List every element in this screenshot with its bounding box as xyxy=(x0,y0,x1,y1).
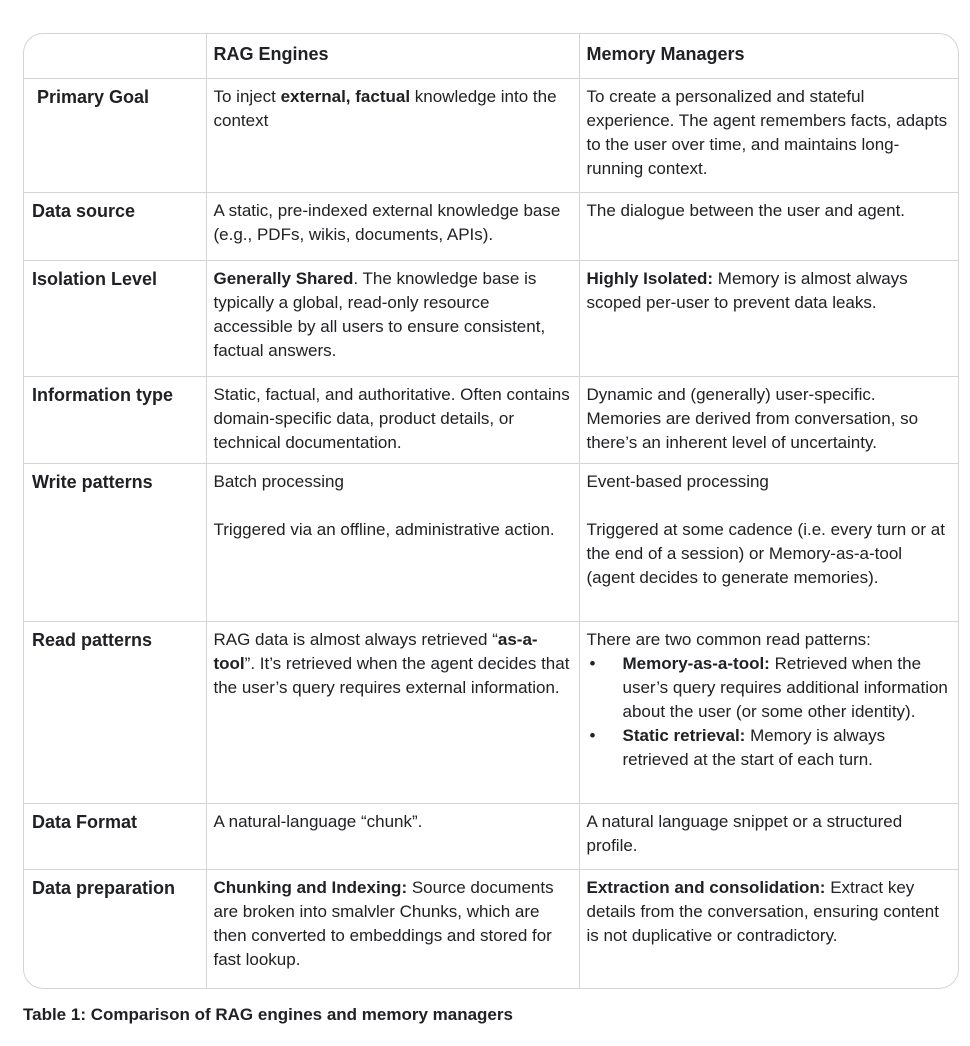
memory-cell: Event-based processing Triggered at some cadence (i.e. every turn or at the end of a session) or Memory-as-a-tool (agent decides to generate memories). xyxy=(579,463,958,621)
table-row-data-format xyxy=(24,803,958,869)
rag-cell: Generally Shared. The knowledge base is typically a global, read-only resource accessible by all users to ensure consistent, factual answers. xyxy=(206,260,579,376)
row-label: Data source xyxy=(24,192,206,260)
read-patterns-intro: There are two common read patterns: xyxy=(586,629,871,649)
row-label: Information type xyxy=(24,376,206,463)
table-row-read-patterns xyxy=(24,621,958,803)
table-header-row xyxy=(24,34,958,78)
rag-cell: Batch processing Triggered via an offline, administrative action. xyxy=(206,463,579,621)
row-label: Isolation Level xyxy=(24,260,206,376)
table-row-data-source xyxy=(24,192,958,260)
header-memory-managers: Memory Managers xyxy=(579,34,958,78)
row-label: Primary Goal xyxy=(24,78,206,192)
row-label: Data Format xyxy=(24,803,206,869)
rag-cell: To inject external, factual knowledge into the context xyxy=(206,78,579,192)
comparison-table-container xyxy=(23,33,959,989)
table-row-data-preparation xyxy=(24,869,958,988)
table-row-primary-goal xyxy=(24,78,958,192)
rag-cell: A static, pre-indexed external knowledge base (e.g., PDFs, wikis, documents, APIs). xyxy=(206,192,579,260)
header-empty-cell xyxy=(24,34,206,78)
header-rag-engines: RAG Engines xyxy=(206,34,579,78)
table-caption: Table 1: Comparison of RAG engines and memory managers xyxy=(23,1005,513,1024)
memory-cell: The dialogue between the user and agent. xyxy=(579,192,958,260)
memory-cell: Extraction and consolidation: Extract key details from the conversation, ensuring content is not duplicative or contradictory. xyxy=(579,869,958,988)
table-row-isolation-level xyxy=(24,260,958,376)
rag-cell: A natural-language “chunk”. xyxy=(206,803,579,869)
table-row-write-patterns xyxy=(24,463,958,621)
comparison-table xyxy=(24,34,958,988)
rag-cell: RAG data is almost always retrieved “as-a-tool”. It’s retrieved when the agent decides that the user’s query requires external information. xyxy=(206,621,579,803)
row-label: Write patterns xyxy=(24,463,206,621)
rag-cell: Static, factual, and authoritative. Often contains domain-specific data, product details, or technical documentation. xyxy=(206,376,579,463)
table-row-information-type xyxy=(24,376,958,463)
list-item: • Static retrieval: Memory is always retrieved at the start of each turn. xyxy=(587,724,952,772)
row-label: Read patterns xyxy=(24,621,206,803)
row-label: Data preparation xyxy=(24,869,206,988)
memory-cell: Dynamic and (generally) user-specific. Memories are derived from conversation, so there’s an inherent level of uncertainty. xyxy=(579,376,958,463)
read-patterns-list xyxy=(587,652,952,772)
memory-cell: A natural language snippet or a structured profile. xyxy=(579,803,958,869)
memory-cell xyxy=(579,621,958,803)
rag-cell: Chunking and Indexing: Source documents are broken into smalvler Chunks, which are then converted to embeddings and stored for fast lookup. xyxy=(206,869,579,988)
memory-cell: Highly Isolated: Memory is almost always scoped per-user to prevent data leaks. xyxy=(579,260,958,376)
memory-cell: To create a personalized and stateful experience. The agent remembers facts, adapts to the user over time, and maintains long-running context. xyxy=(579,78,958,192)
list-item: • Memory-as-a-tool: Retrieved when the user’s query requires additional information about the user (or some other identity). xyxy=(587,652,952,724)
